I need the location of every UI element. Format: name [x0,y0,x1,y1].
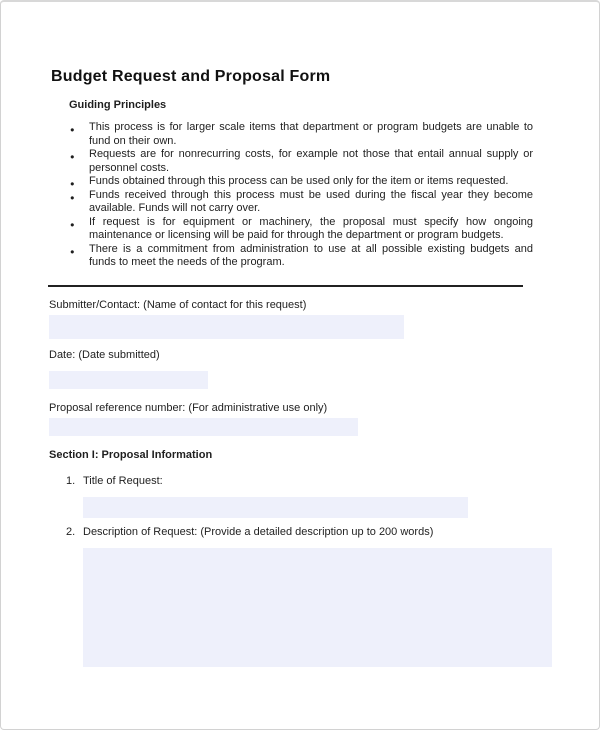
guiding-principles-list [69,121,533,270]
submitter-input[interactable] [49,315,404,339]
guiding-principles-heading: Guiding Principles [69,99,167,111]
proposal-ref-input[interactable] [49,418,358,436]
description-textarea[interactable] [83,548,552,667]
description-of-request-label: Description of Request: (Provide a detailed description up to 200 words) [83,526,434,538]
guiding-principle-item: ● Requests are for nonrecurring costs, for example not those that entail annual supply or personnel costs. [69,148,533,175]
guiding-principle-item: ● Funds received through this process must be used during the fiscal year they become available. Funds will not carry over. [69,189,533,216]
guiding-principle-item: ● This process is for larger scale items that department or program budgets are unable to fund on their own. [69,121,533,148]
title-of-request-input[interactable] [83,497,468,518]
date-label: Date: (Date submitted) [49,349,160,361]
date-input[interactable] [49,371,208,389]
submitter-label: Submitter/Contact: (Name of contact for this request) [49,299,307,311]
item-number: 1. [66,475,76,487]
guiding-principle-item: ● There is a commitment from administration to use at all possible existing budgets and funds to meet the needs of the program. [69,243,533,270]
item-number: 2. [66,526,76,538]
guiding-principle-item: ● If request is for equipment or machinery, the proposal must specify how ongoing maintenance or licensing will be paid for through the department or program budgets. [69,216,533,243]
title-of-request-label: Title of Request: [83,475,163,487]
guiding-principle-item: ● Funds obtained through this process can be used only for the item or items requested. [69,175,533,189]
section1-heading: Section I: Proposal Information [49,449,213,461]
divider-line [48,285,523,287]
proposal-ref-label: Proposal reference number: (For administrative use only) [49,402,328,414]
page-title: Budget Request and Proposal Form [51,68,331,85]
